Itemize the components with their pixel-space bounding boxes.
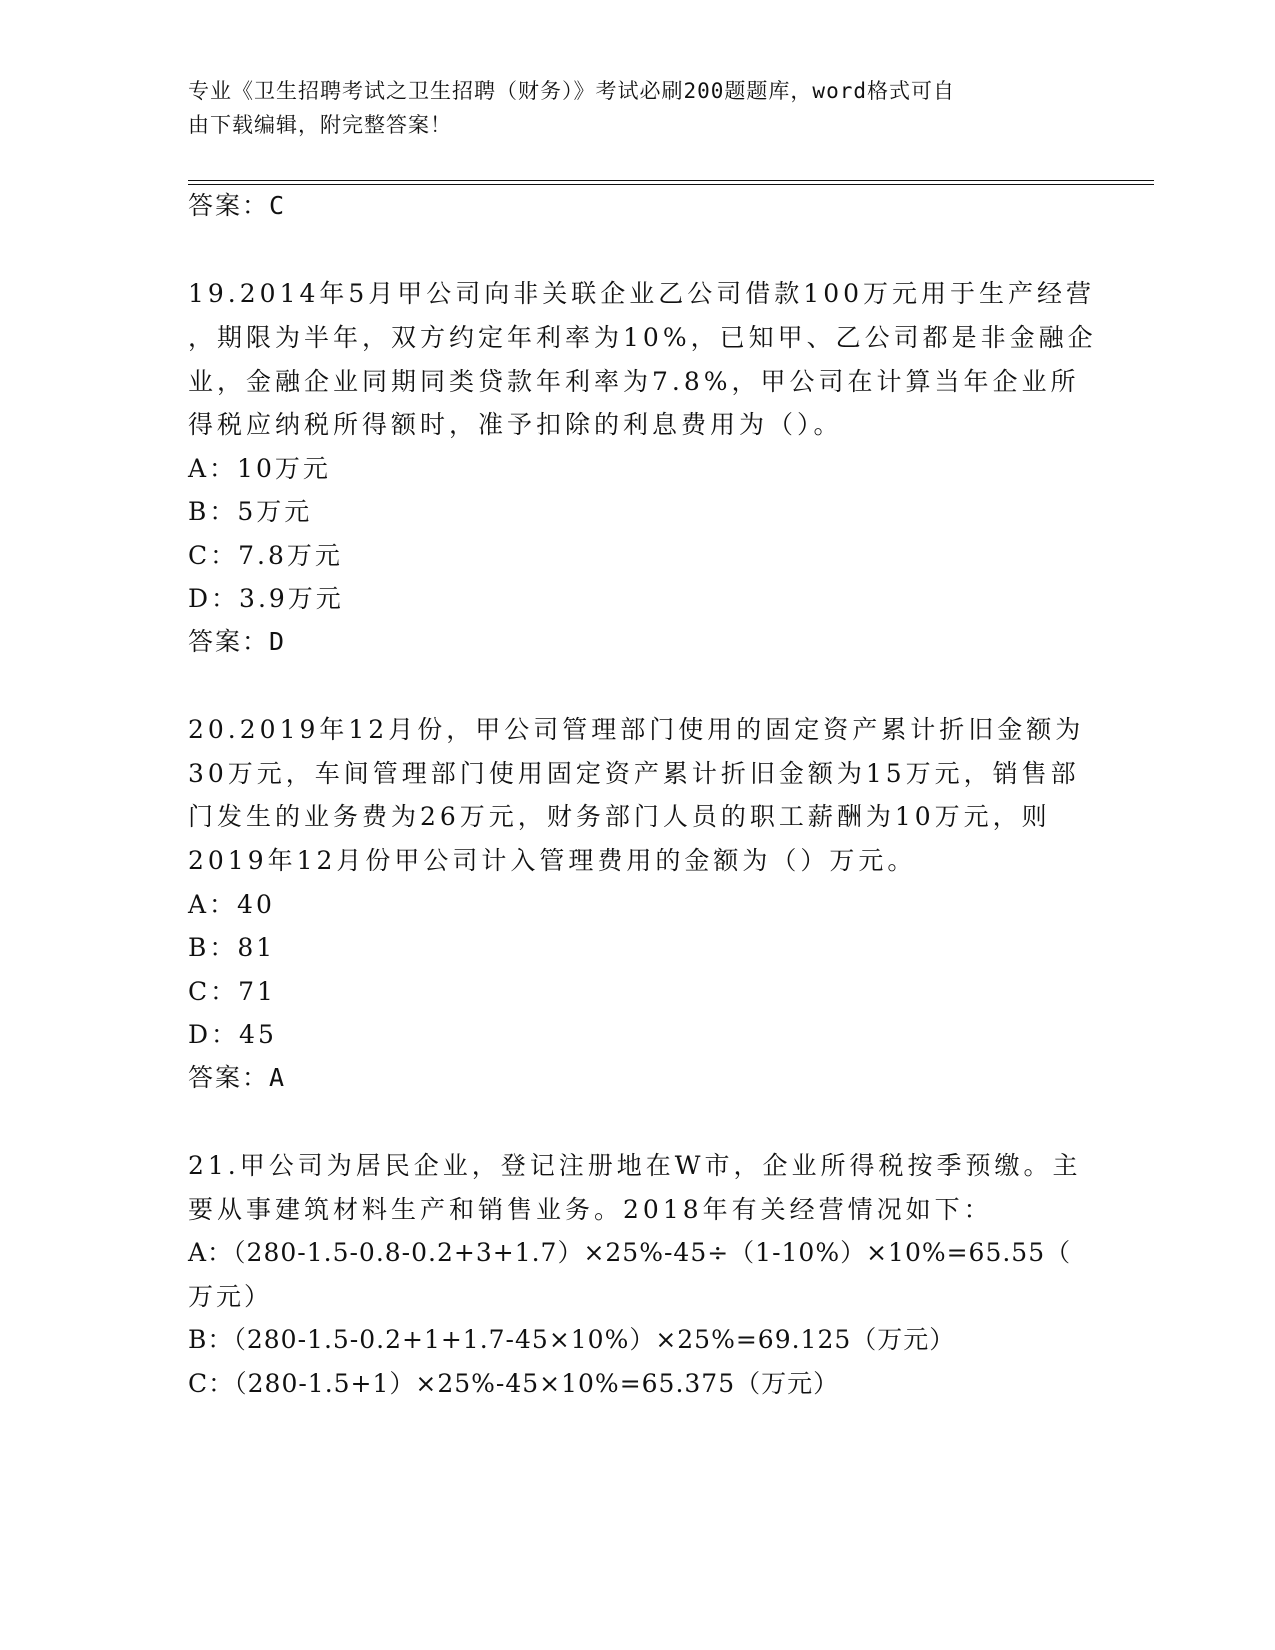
page-header xyxy=(188,74,1068,142)
question-text: 20.2019年12月份，甲公司管理部门使用的固定资产累计折旧金额为 xyxy=(188,715,1085,744)
option-a: A：（280-1.5-0.8-0.2+3+1.7）×25%-45÷（1-10%）×10%=65.55（ xyxy=(188,1238,1072,1267)
question-text: 30万元，车间管理部门使用固定资产累计折旧金额为15万元，销售部 xyxy=(188,759,1080,788)
question-text: 21.甲公司为居民企业，登记注册地在W市，企业所得税按季预缴。主 xyxy=(188,1151,1082,1180)
question-text: 门发生的业务费为26万元，财务部门人员的职工薪酬为10万元，则 xyxy=(188,802,1051,831)
option-c: C：71 xyxy=(188,977,276,1006)
answer-label: 答案：D xyxy=(188,627,287,656)
option-c: C：（280-1.5+1）×25%-45×10%=65.375（万元） xyxy=(188,1369,840,1398)
option-d: D：45 xyxy=(188,1020,277,1049)
option-d: D：3.9万元 xyxy=(188,584,344,613)
header-divider xyxy=(188,180,1154,181)
option-b: B：5万元 xyxy=(188,497,313,526)
question-text: 19.2014年5月甲公司向非关联企业乙公司借款100万元用于生产经营 xyxy=(188,279,1096,308)
question-text: 得税应纳税所得额时，准予扣除的利息费用为（）。 xyxy=(188,410,843,439)
option-a-continuation: 万元） xyxy=(188,1282,273,1311)
option-a: A：10万元 xyxy=(188,454,331,483)
header-line: 专业《卫生招聘考试之卫生招聘（财务）》考试必刷200题题库，word格式可自 xyxy=(188,79,955,103)
question-text: ，期限为半年，双方约定年利率为10%，已知甲、乙公司都是非金融企 xyxy=(188,323,1097,352)
option-a: A：40 xyxy=(188,890,275,919)
question-text: 业，金融企业同期同类贷款年利率为7.8%，甲公司在计算当年企业所 xyxy=(188,367,1080,396)
question-text: 要从事建筑材料生产和销售业务。2018年有关经营情况如下： xyxy=(188,1195,993,1224)
answer-label: 答案：C xyxy=(188,191,287,220)
option-b: B：81 xyxy=(188,933,276,962)
option-b: B：（280-1.5-0.2+1+1.7-45×10%）×25%=69.125（万元） xyxy=(188,1325,956,1354)
answer-label: 答案：A xyxy=(188,1063,287,1092)
header-divider xyxy=(188,184,1154,185)
option-c: C：7.8万元 xyxy=(188,541,343,570)
question-text: 2019年12月份甲公司计入管理费用的金额为（）万元。 xyxy=(188,846,917,875)
header-line: 由下载编辑，附完整答案！ xyxy=(188,113,452,137)
